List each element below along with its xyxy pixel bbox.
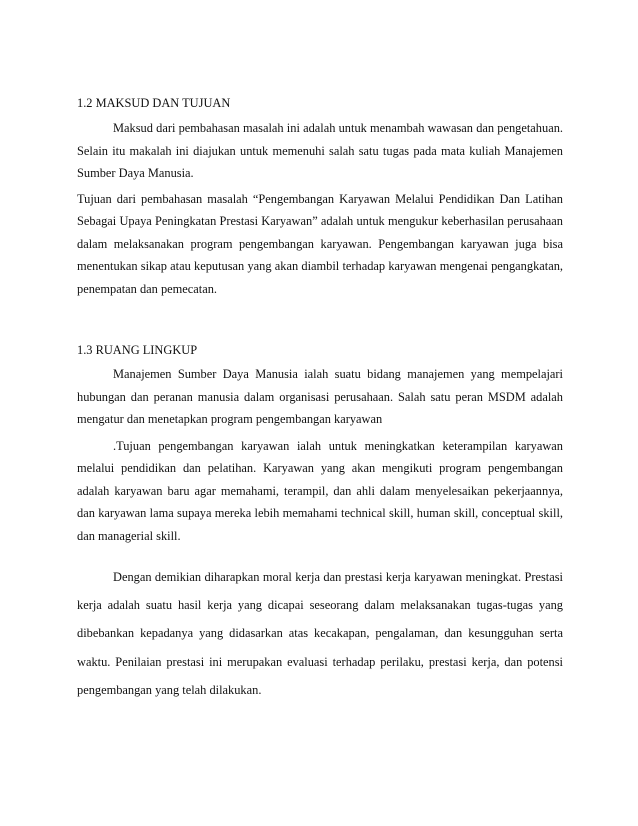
paragraph-msdm: Manajemen Sumber Daya Manusia ialah suatu bidang manajemen yang mempelajari hubungan dan peranan manusia dalam organisasi perusahaan. Salah satu peran MSDM adalah mengatur dan menetapkan program pengembangan karyawan [77, 367, 563, 427]
paragraph-prestasi-kerja: Dengan demikian diharapkan moral kerja dan prestasi kerja karyawan meningkat. Prestasi kerja adalah suatu hasil kerja yang dicapai seseorang dalam melaksanakan tugas-tugas yang dibebankan kepadanya yang didasarkan atas kecakapan, pengalaman, dan kesungguhan serta waktu. Penilaian prestasi ini merupakan evaluasi terhadap perilaku, prestasi kerja, dan potensi pengembangan yang telah dilakukan. [77, 570, 563, 697]
paragraph-tujuan-pengembangan: .Tujuan pengembangan karyawan ialah untuk meningkatkan keterampilan karyawan melalui pendidikan dan pelatihan. Karyawan yang akan mengikuti program pengembangan adalah karyawan baru agar memahami, terampil, dan ahli dalam menyelesaikan pekerjaannya, dan karyawan lama supaya mereka lebih memahami technical skill, human skill, conceptual skill, dan managerial skill. [77, 439, 563, 543]
section-heading-maksud-dan-tujuan: 1.2 MAKSUD DAN TUJUAN [77, 96, 231, 110]
paragraph-maksud: Maksud dari pembahasan masalah ini adalah untuk menambah wawasan dan pengetahuan. Selain itu makalah ini diajukan untuk memenuhi salah satu tugas pada mata kuliah Manajemen Sumber Daya Manusia. [77, 121, 563, 181]
paragraph-tujuan: Tujuan dari pembahasan masalah “Pengembangan Karyawan Melalui Pendidikan Dan Latihan Sebagai Upaya Peningkatan Prestasi Karyawan” adalah untuk mengukur keberhasilan perusahaan dalam melaksanakan program pengembangan karyawan. Pengembangan karyawan juga bisa menentukan sikap atau keputusan yang akan diambil terhadap karyawan mengenai pengangkatan, penempatan dan pemecatan. [77, 192, 563, 296]
section-heading-ruang-lingkup: 1.3 RUANG LINGKUP [77, 343, 198, 357]
